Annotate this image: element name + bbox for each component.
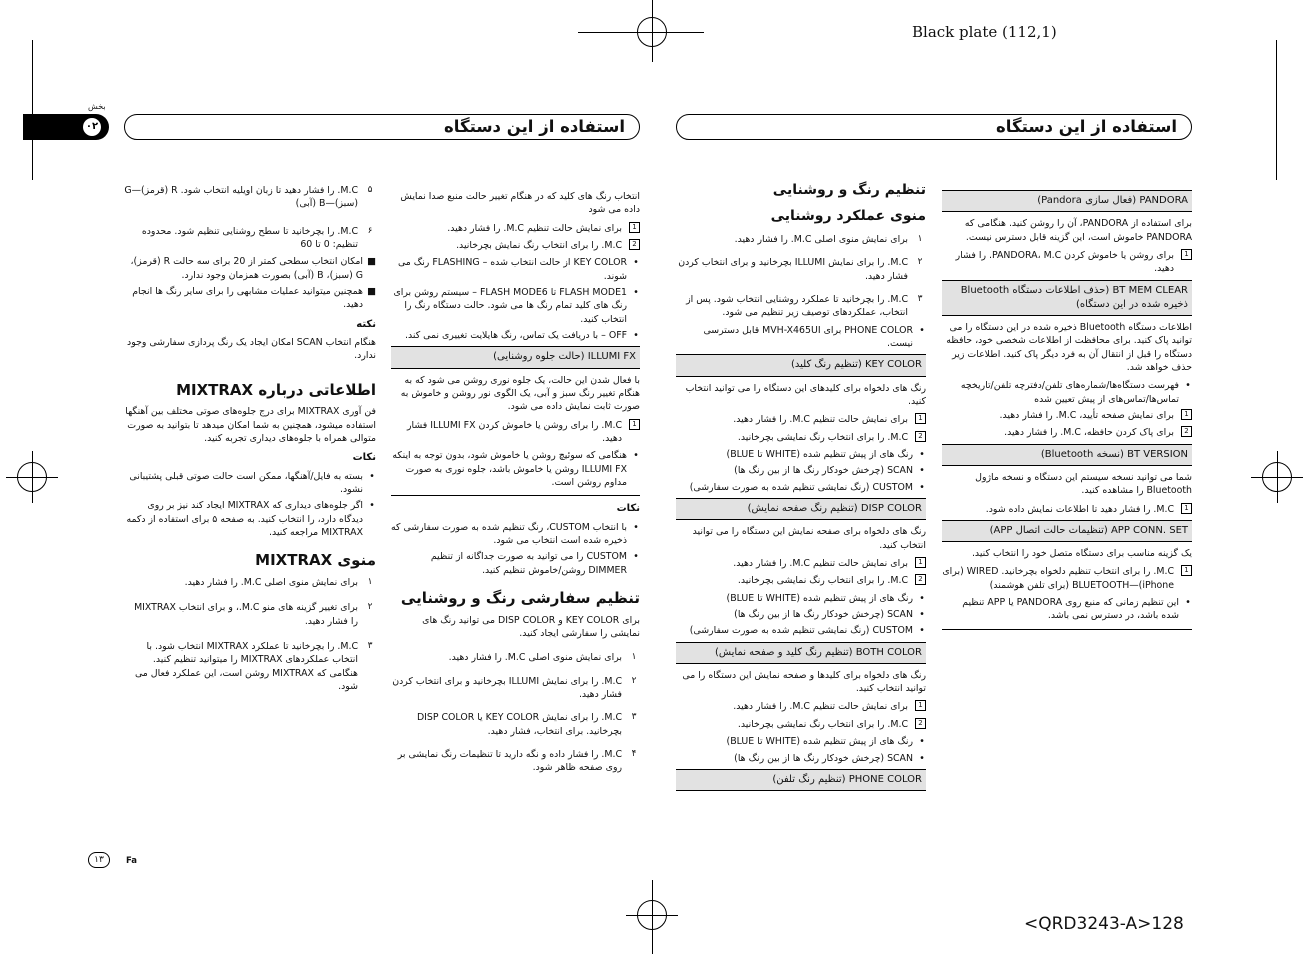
section-tab	[23, 114, 109, 140]
section-text: رنگ های دلخواه برای صفحه نمایش این دستگاه را می توانید انتخاب کنید.	[692, 526, 926, 551]
bt-mem-clear-box: BT MEM CLEAR (حذف اطلاعات دستگاه Bluetooth ذخیره شده در این دستگاه)	[942, 280, 1192, 316]
step: 1 M.C. را برای انتخاب تنظیم دلخواه بچرخانید. WIRED (برای iPhone)—BLUETOOTH (برای تلفن هوشمند)	[942, 565, 1192, 592]
step: 2 M.C. را برای انتخاب رنگ نمایشی بچرخانید.	[676, 574, 926, 587]
section-text: یک گزینه مناسب برای دستگاه متصل خود را انتخاب کنید.	[971, 548, 1192, 560]
bullet-item: • KEY COLOR از حالت انتخاب شده – FLASHING رنگ می شوند.	[397, 257, 639, 282]
step: 1 M.C. را فشار دهید تا اطلاعات نمایش داده شود.	[942, 503, 1192, 516]
plate-label: Black plate (112,1)	[912, 23, 1057, 41]
bullet-item: • با انتخاب CUSTOM، رنگ تنظیم شده به صورت سفارشی که ذخیره شده است انتخاب می شود.	[391, 521, 639, 546]
section-text: برای استفاده از PANDORA، آن را روشن کنید. هنگامی که PANDORA خاموش است، این گزینه قابل دسترس نیست.	[964, 218, 1192, 243]
bullet-item: • CUSTOM (رنگ نمایشی تنظیم شده به صورت سفارشی)	[689, 481, 925, 493]
note-heading: نکته	[356, 318, 376, 330]
step: 1 برای نمایش صفحه تأیید، M.C. را فشار دهید.	[942, 409, 1192, 422]
step: ۳ M.C. را بچرخانید تا عملکرد روشنایی انتخاب شود. پس از انتخاب، عملکردهای توصیف زیر تنظیم می شود.	[686, 294, 923, 319]
right-page-header: استفاده از این دستگاه	[676, 114, 1192, 140]
bullet-item: • رنگ های از پیش تنظیم شده (WHITE تا BLUE)	[726, 592, 925, 604]
section-text: شما می توانید نسخه سیستم این دستگاه و نسخه ماژول Bluetooth را مشاهده کنید.	[975, 471, 1192, 497]
bullet-item: • CUSTOM (رنگ نمایشی تنظیم شده به صورت سفارشی)	[689, 625, 925, 637]
crop-line-side-left	[32, 40, 33, 180]
bullet-item: • هنگامی که سوئیچ روشن یا خاموش شود، بدون توجه به اینکه ILLUMI FX روشن یا خاموش باشد، جلوه نوری به صورت مداوم روشن است.	[392, 450, 639, 489]
crop-line-bottom	[652, 880, 653, 954]
pandora-box: PANDORA (فعال سازی Pandora)	[942, 190, 1192, 212]
section-text: اطلاعات دستگاه Bluetooth ذخیره شده در این دستگاه را می توانید پاک کنید. برای محافظت از اطلاعات شخصی خود، حافظه دستگاه را قبل از انتقال آن به فرد دیگر پاک کنید. اطلاعات زیر حذف خواهد شد.	[946, 321, 1192, 373]
step: 1 برای نمایش حالت تنظیم M.C. را فشار دهید.	[676, 557, 926, 570]
left-page-header: استفاده از این دستگاه	[124, 114, 640, 140]
section-text: رنگ های دلخواه برای کلیدها و صفحه نمایش این دستگاه را می توانید انتخاب کنید.	[682, 669, 926, 695]
step: ۴ M.C. را فشار داده و نگه دارید تا تنظیمات رنگ نمایشی بر روی صفحه ظاهر شود.	[397, 749, 637, 774]
illumi-text: با فعال شدن این حالت، یک جلوه نوری روشن می شود که به هنگام تغییر رنگ سبز و آبی، یک الگوی نور روشن و خاموش به صورت ثابت نمایش داده می شود.	[400, 374, 640, 413]
step: ۱ برای نمایش منوی اصلی M.C. را فشار دهید.	[734, 234, 923, 245]
step: 1 برای نمایش حالت تنظیم M.C. را فشار دهید.	[676, 413, 926, 426]
registration-mark-top	[637, 17, 667, 47]
disp-color-box: DISP COLOR (تنظیم رنگ صفحه نمایش)	[676, 498, 926, 520]
step: ۲ برای تغییر گزینه های منو M.C.، و برای انتخاب MIXTRAX را فشار دهید.	[134, 602, 373, 627]
bullet-item: • بسته به فایل/آهنگها، ممکن است حالت صوتی قبلی پشتیبانی نشود.	[129, 470, 375, 495]
step: 1 برای نمایش حالت تنظیم M.C. را فشار دهید.	[676, 700, 926, 713]
step: ۲ M.C. را برای نمایش ILLUMI بچرخانید و برای انتخاب کردن فشار دهید.	[392, 675, 637, 701]
mixtrax-menu-title: منوی MIXTRAX	[255, 551, 376, 570]
key-color-box: KEY COLOR (تنظیم رنگ کلید)	[676, 354, 926, 376]
left-col-b	[391, 190, 640, 779]
app-conn-set-box: APP CONN. SET (تنظیمات حالت اتصال APP)	[942, 520, 1192, 542]
bullet-item: ■ همچنین میتوانید عملیات مشابهی را برای سایر رنگ ها انجام دهید.	[132, 286, 376, 311]
step: ۲ M.C. را برای نمایش ILLUMI بچرخانید و برای انتخاب کردن فشار دهید.	[678, 257, 923, 282]
bullet-item: • FLASH MODE1 تا FLASH MODE6 – سیستم روشن برای رنگ های کلید تمام رنگ ها می شود. حالت دستگاه رنگ را انتخاب کنید.	[393, 287, 639, 325]
color-title: تنظیم رنگ و روشنایی	[772, 182, 926, 198]
both-color-box: BOTH COLOR (تنظیم رنگ کلید و صفحه نمایش)	[676, 642, 926, 664]
bullet-item: • فهرست دستگاه‌ها/شماره‌های تلفن/دفترچه تلفن/تاریخچه تماس‌ها/تماس‌های از پیش تعیین شده	[960, 380, 1191, 405]
crop-line-side-right	[1276, 40, 1277, 180]
step: ۱ برای نمایش منوی اصلی M.C. را فشار دهید.	[184, 577, 373, 589]
mixtrax-notes-heading: نکات	[352, 452, 376, 464]
bullet-item: ■ امکان انتخاب سطحی کمتر از 20 برای سه حالت R (قرمز)، G (سبز)، B (آبی) بصورت همزمان وجود ندارد.	[130, 256, 376, 281]
bt-version-box: BT VERSION (نسخه Bluetooth)	[942, 444, 1192, 466]
bullet-item: • رنگ های از پیش تنظیم شده (WHITE تا BLUE)	[726, 736, 925, 748]
section-text: رنگ های دلخواه برای کلیدهای این دستگاه را می توانید انتخاب کنید.	[685, 382, 926, 407]
bullet-item: • SCAN (چرخش خودکار رنگ ها از بین رنگ ها)	[734, 752, 925, 764]
page-number: ۱۳	[88, 852, 110, 868]
step: 2 M.C. را برای انتخاب رنگ نمایشی بچرخانید.	[676, 718, 926, 731]
step: ۶ M.C. را بچرخانید تا سطح روشنایی تنظیم شود. محدوده تنظیم: 0 تا 60	[141, 225, 373, 251]
step: 1 M.C. را برای روشن یا خاموش کردن ILLUMI FX فشار دهید.	[391, 419, 640, 446]
notes-heading: نکات	[616, 503, 640, 515]
right-col-d	[942, 186, 1192, 630]
illumination-subtitle: منوی عملکرد روشنایی	[770, 207, 926, 224]
registration-mark-right	[1262, 462, 1292, 492]
phone-color-box: PHONE COLOR (تنظیم رنگ تلفن)	[676, 769, 926, 791]
job-code: <QRD3243-A>128	[1024, 914, 1184, 934]
right-col-c	[676, 180, 926, 796]
step: ۳ M.C. را بچرخانید تا عملکرد MIXTRAX انتخاب شود. با انتخاب عملکردهای MIXTRAX را میتوانید تنظیم کنید. هنگامی که MIXTRAX روشن است، این عملکرد فعال می شود.	[134, 641, 373, 693]
step: ۳ M.C. را برای نمایش KEY COLOR یا DISP COLOR بچرخانید. برای انتخاب، فشار دهید.	[416, 712, 637, 737]
bullet-item: • رنگ های از پیش تنظیم شده (WHITE تا BLUE)	[726, 448, 925, 460]
bullet-item: • این تنظیم زمانی که منبع روی PANDORA یا APP تنظیم شده باشد، در دسترس نمی باشد.	[962, 597, 1191, 622]
mixtrax-info-text: فن آوری MIXTRAX برای درج جلوه‌های صوتی مختلف بین آهنگها استفاده میشود، همچنین به شما امکان میدهد تا بتوانید به صورت متوالی همراه با جلوه‌های دیداری تجربه کنید.	[125, 406, 376, 445]
left-col-a	[124, 184, 376, 697]
step: 2 M.C. را برای انتخاب رنگ نمایشی بچرخانید.	[676, 431, 926, 444]
bullet-item: • اگر جلوه‌های دیداری که MIXTRAX ایجاد کند نیز بر روی دیدگاه دارد، را انتخاب کنید. به صفحه ۵ برای استفاده از دکمه MIXTRAX مراجعه کنید.	[126, 500, 375, 538]
bullet-item: • SCAN (چرخش خودکار رنگ ها از بین رنگ ها)	[734, 465, 925, 477]
mixtrax-info-title: اطلاعاتی درباره MIXTRAX	[176, 380, 376, 399]
language-code: Fa	[126, 856, 138, 866]
step: 1 برای روشن یا خاموش کردن PANDORA، M.C. را فشار دهید.	[942, 249, 1192, 276]
intro-text: انتخاب رنگ های کلید که در هنگام تغییر حالت منبع صدا نمایش داده می شود	[400, 191, 640, 216]
step: ۱ برای نمایش منوی اصلی M.C. را فشار دهید.	[448, 652, 637, 664]
bullet-item: • PHONE COLOR برای MVH-X465UI قابل دسترسی نیست.	[703, 324, 925, 350]
step: 2 برای پاک کردن حافظه، M.C. را فشار دهید.	[942, 426, 1192, 439]
note-text: هنگام انتخاب SCAN امکان ایجاد یک رنگ پردازی سفارشی وجود ندارد.	[127, 336, 376, 362]
step: 1 برای نمایش حالت تنظیم M.C. را فشار دهید.	[391, 222, 640, 235]
section-number: ۰۲	[83, 118, 101, 136]
bullet-item: • SCAN (چرخش خودکار رنگ ها از بین رنگ ها)	[734, 608, 925, 620]
custom-text: برای KEY COLOR و DISP COLOR می توانید رنگ های نمایشی را سفارشی ایجاد کنید.	[422, 614, 640, 640]
registration-mark-left	[17, 462, 47, 492]
bullet-item: • OFF – با دریافت یک تماس، رنگ هایلایت تغییری نمی کند.	[404, 330, 639, 342]
step: 2 M.C. را برای انتخاب رنگ نمایش بچرخانید.	[391, 239, 640, 252]
custom-title: تنظیم سفارشی رنگ و روشنایی	[400, 588, 640, 607]
illumi-fx-box: ILLUMI FX (حالت جلوه روشنایی)	[391, 346, 640, 368]
section-label: بخش	[88, 102, 106, 111]
bullet-item: • CUSTOM را می توانید به صورت جداگانه از تنظیم DIMMER روشن/خاموش تنظیم کنید.	[430, 551, 639, 576]
step: ۵ M.C. را فشار دهید تا زبان اویلیه انتخاب شود. R (قرمز)—G (سبز)—B (آبی)	[124, 185, 373, 210]
